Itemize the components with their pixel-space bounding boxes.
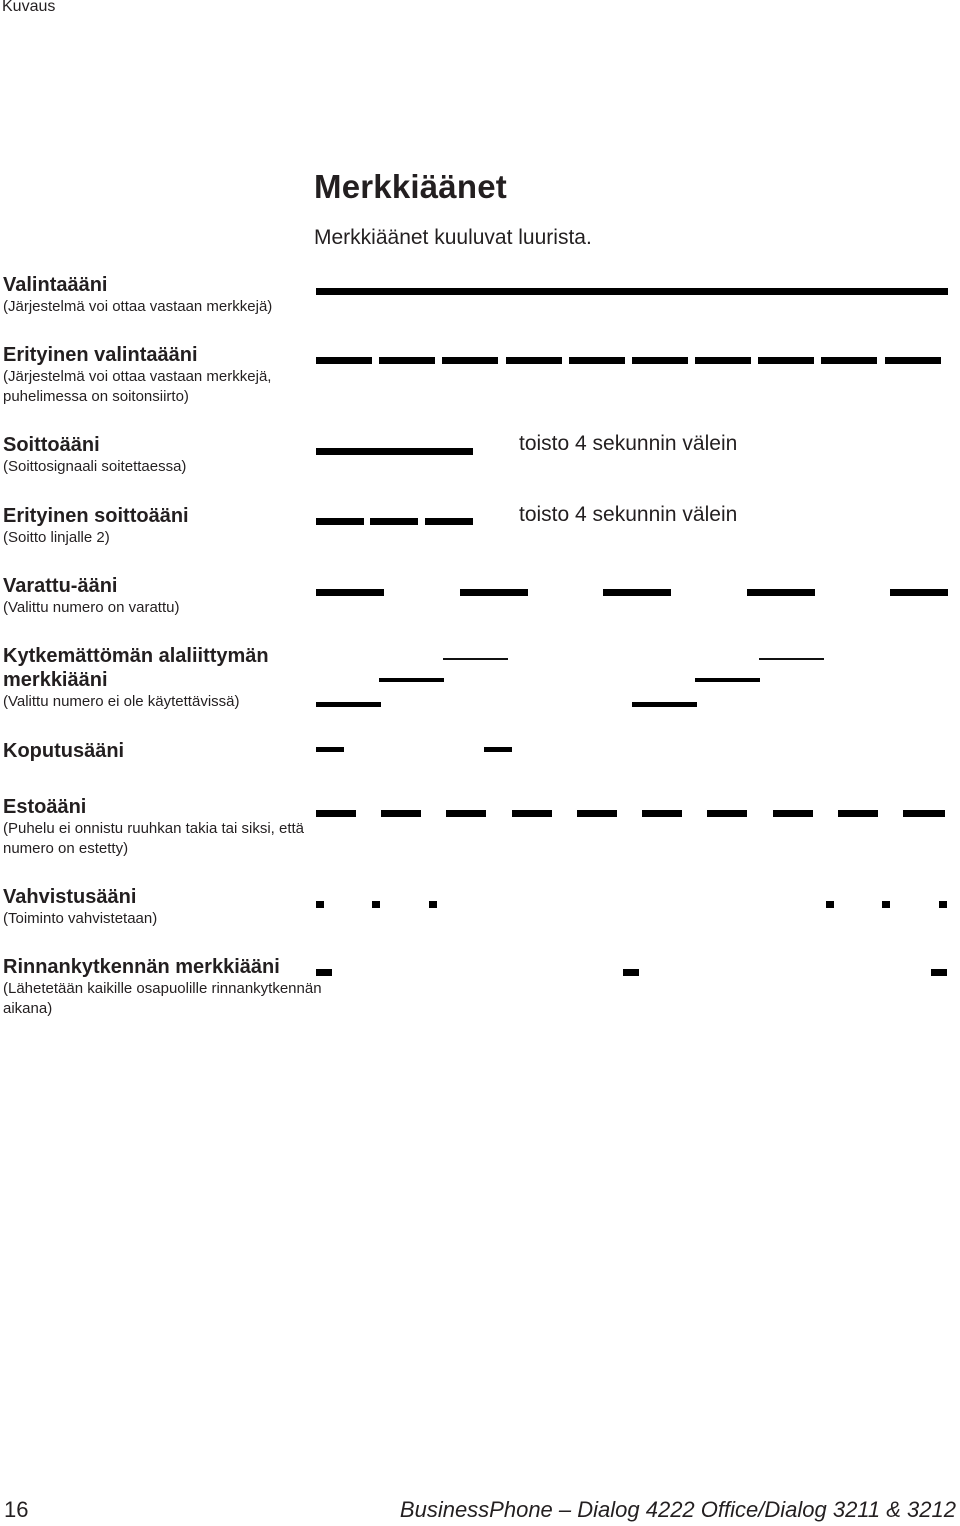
tone-entry-call-waiting-tone <box>3 739 313 763</box>
tone-bar <box>632 357 688 364</box>
tone-bar-high <box>759 658 824 660</box>
product-title: BusinessPhone – Dialog 4222 Office/Dialog 3211 & 3212 <box>399 1497 956 1522</box>
tone-bar <box>931 969 947 976</box>
tone-bar <box>603 589 671 596</box>
tone-dot <box>429 901 437 908</box>
tone-bar <box>379 357 435 364</box>
tone-bar <box>903 810 945 817</box>
tone-bar <box>316 589 384 596</box>
tone-bar <box>316 448 473 455</box>
tone-bar <box>316 288 948 295</box>
tone-bar <box>370 518 418 525</box>
repeat-note: toisto 4 sekunnin välein <box>519 432 738 455</box>
tone-entry-blocking-tone <box>3 795 313 859</box>
tone-entry-special-ringing-tone <box>3 504 313 548</box>
tone-bar <box>569 357 625 364</box>
tone-bar <box>695 357 751 364</box>
tone-bar-mid <box>379 678 444 682</box>
tone-bar-low <box>316 702 381 707</box>
page-number: 16 <box>4 1497 29 1522</box>
tone-entry-special-dial-tone <box>3 343 313 407</box>
tone-name: Erityinen soittoääni <box>3 505 189 527</box>
tone-dot <box>882 901 890 908</box>
tone-name: Vahvistusääni <box>3 886 137 908</box>
section-label: Kuvaus <box>2 0 56 15</box>
tone-name: Kytkemättömän alaliittymän merkkiääni <box>3 645 269 691</box>
tone-name: Koputusääni <box>3 740 125 762</box>
tone-bar <box>484 747 512 752</box>
tone-bar <box>707 810 747 817</box>
tone-bar <box>316 810 356 817</box>
tone-bar <box>381 810 421 817</box>
tone-entry-number-unobtainable-tone <box>3 644 303 712</box>
tone-bar <box>890 589 948 596</box>
tone-description: (Soitto linjalle 2) <box>3 529 110 546</box>
tone-bar <box>747 589 815 596</box>
page-subtitle: Merkkiäänet kuuluvat luurista. <box>314 226 592 249</box>
tone-bar <box>885 357 941 364</box>
tone-description: (Järjestelmä voi ottaa vastaan merkkejä, puhelimessa on soitonsiirto) <box>3 368 272 405</box>
tone-description: (Järjestelmä voi ottaa vastaan merkkejä) <box>3 298 273 315</box>
tone-description: (Valittu numero on varattu) <box>3 599 180 616</box>
tone-bar <box>773 810 813 817</box>
tone-dot <box>372 901 380 908</box>
tone-name: Varattu-ääni <box>3 575 118 597</box>
tone-bar <box>758 357 814 364</box>
tone-entry-dial-tone <box>3 273 313 317</box>
tone-bar <box>425 518 473 525</box>
page-title: Merkkiäänet <box>314 168 507 205</box>
tone-name: Soittoääni <box>3 434 100 456</box>
tone-dot <box>826 901 834 908</box>
tone-entry-verification-tone <box>3 885 313 929</box>
tone-bar-mid <box>695 678 760 682</box>
tone-description: (Toiminto vahvistetaan) <box>3 910 158 927</box>
tone-bar <box>460 589 528 596</box>
tone-bar <box>316 357 372 364</box>
tone-bar <box>316 969 332 976</box>
tone-description: (Lähetetään kaikille osapuolille rinnankytkennän aikana) <box>3 980 322 1017</box>
tone-bar <box>442 357 498 364</box>
tone-description: (Puhelu ei onnistu ruuhkan takia tai siksi, että numero on estetty) <box>3 820 305 857</box>
tone-bar <box>316 747 344 752</box>
tone-name: Erityinen valintaääni <box>3 344 198 366</box>
tone-name: Estoääni <box>3 796 87 818</box>
tone-bar <box>623 969 639 976</box>
tone-bar <box>642 810 682 817</box>
tone-bar-high <box>443 658 508 660</box>
tone-bar <box>316 518 364 525</box>
tone-bar-low <box>632 702 697 707</box>
tone-entry-ringing-tone <box>3 433 313 477</box>
tone-entry-busy-tone <box>3 574 313 618</box>
tone-bar <box>512 810 552 817</box>
tone-entry-intrusion-tone <box>3 955 323 1019</box>
tone-bar <box>446 810 486 817</box>
tone-description: (Soittosignaali soitettaessa) <box>3 458 187 475</box>
tone-dot <box>316 901 324 908</box>
tone-name: Valintaääni <box>3 274 108 296</box>
tone-dot <box>939 901 947 908</box>
tone-name: Rinnankytkennän merkkiääni <box>3 956 280 978</box>
tone-bar <box>577 810 617 817</box>
repeat-note: toisto 4 sekunnin välein <box>519 503 738 526</box>
tone-bar <box>506 357 562 364</box>
tone-description: (Valittu numero ei ole käytettävissä) <box>3 693 240 710</box>
tone-bar <box>821 357 877 364</box>
tone-bar <box>838 810 878 817</box>
